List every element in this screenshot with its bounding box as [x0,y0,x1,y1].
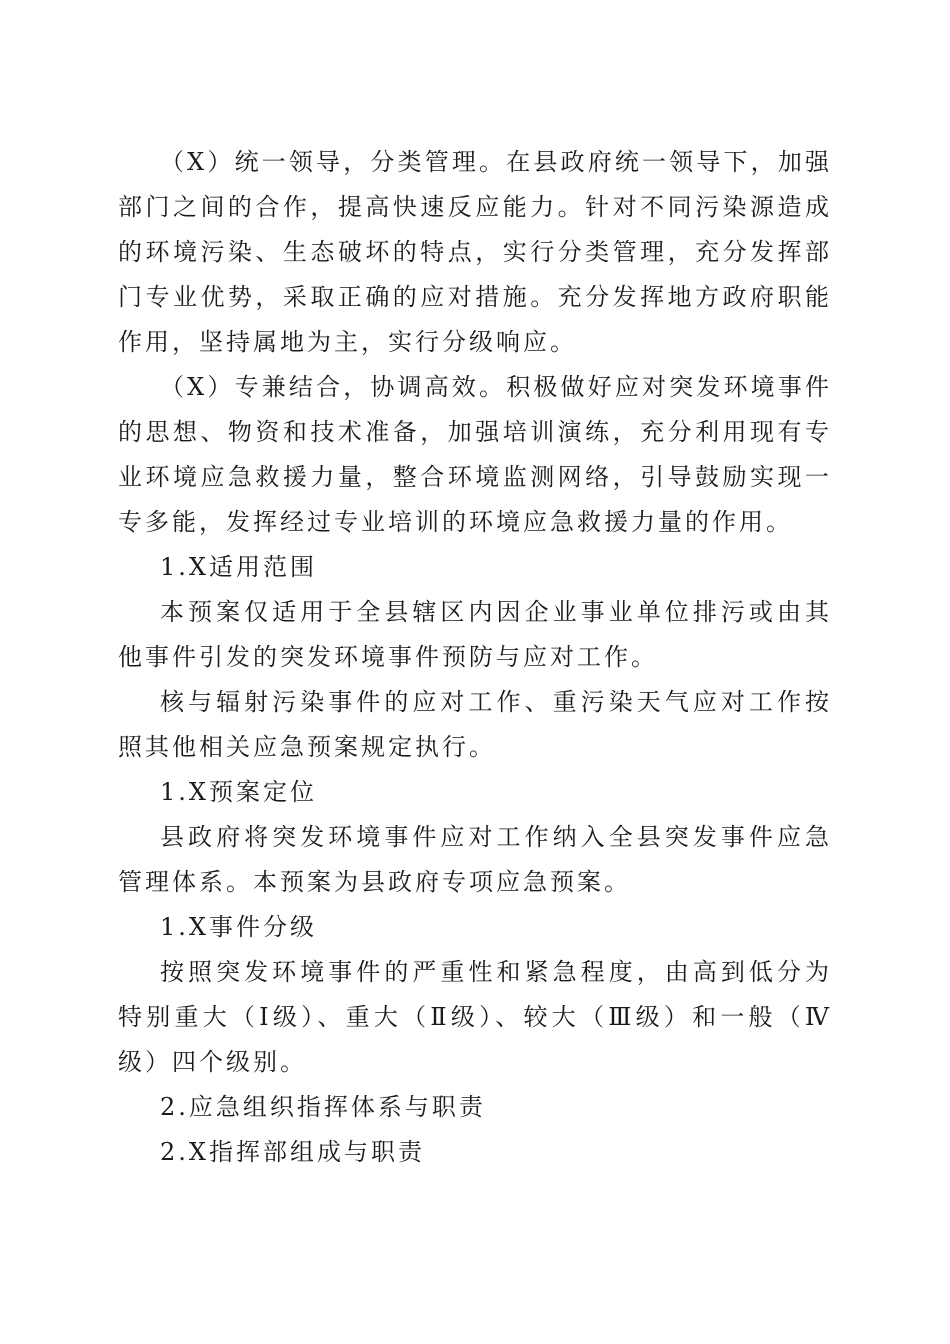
section-heading-positioning: 1.X预案定位 [160,778,317,806]
paragraph-principle-coordination: （X）专兼结合，协调高效。积极做好应对突发环境事件的思想、物资和技术准备，加强培训演练，充分利用现有专业环境应急救援力量，整合环境监测网络，引导鼓励实现一专多能，发挥经过专业培训的环境应急救援力量的作用。 [118,373,832,536]
paragraph-scope-exceptions: 核与辐射污染事件的应对工作、重污染天气应对工作按照其他相关应急预案规定执行。 [118,688,832,761]
section-heading-command-composition: 2.X指挥部组成与职责 [160,1138,425,1166]
paragraph-principle-unified-leadership: （X）统一领导，分类管理。在县政府统一领导下，加强部门之间的合作，提高快速反应能力。针对不同污染源造成的环境污染、生态破坏的特点，实行分类管理，充分发挥部门专业优势，采取正确的应对措施。充分发挥地方政府职能作用，坚持属地为主，实行分级响应。 [118,148,832,356]
paragraph-positioning: 县政府将突发环境事件应对工作纳入全县突发事件应急管理体系。本预案为县政府专项应急预案。 [118,823,832,896]
section-heading-classification: 1.X事件分级 [160,913,317,941]
section-heading-scope: 1.X适用范围 [160,553,317,581]
document-body [118,140,832,1175]
section-heading-organization: 2.应急组织指挥体系与职责 [160,1093,486,1121]
paragraph-scope: 本预案仅适用于全县辖区内因企业事业单位排污或由其他事件引发的突发环境事件预防与应对工作。 [118,598,832,671]
paragraph-classification: 按照突发环境事件的严重性和紧急程度，由高到低分为特别重大（Ⅰ级）、重大（Ⅱ级）、较大（Ⅲ级）和一般（Ⅳ级）四个级别。 [118,958,832,1076]
